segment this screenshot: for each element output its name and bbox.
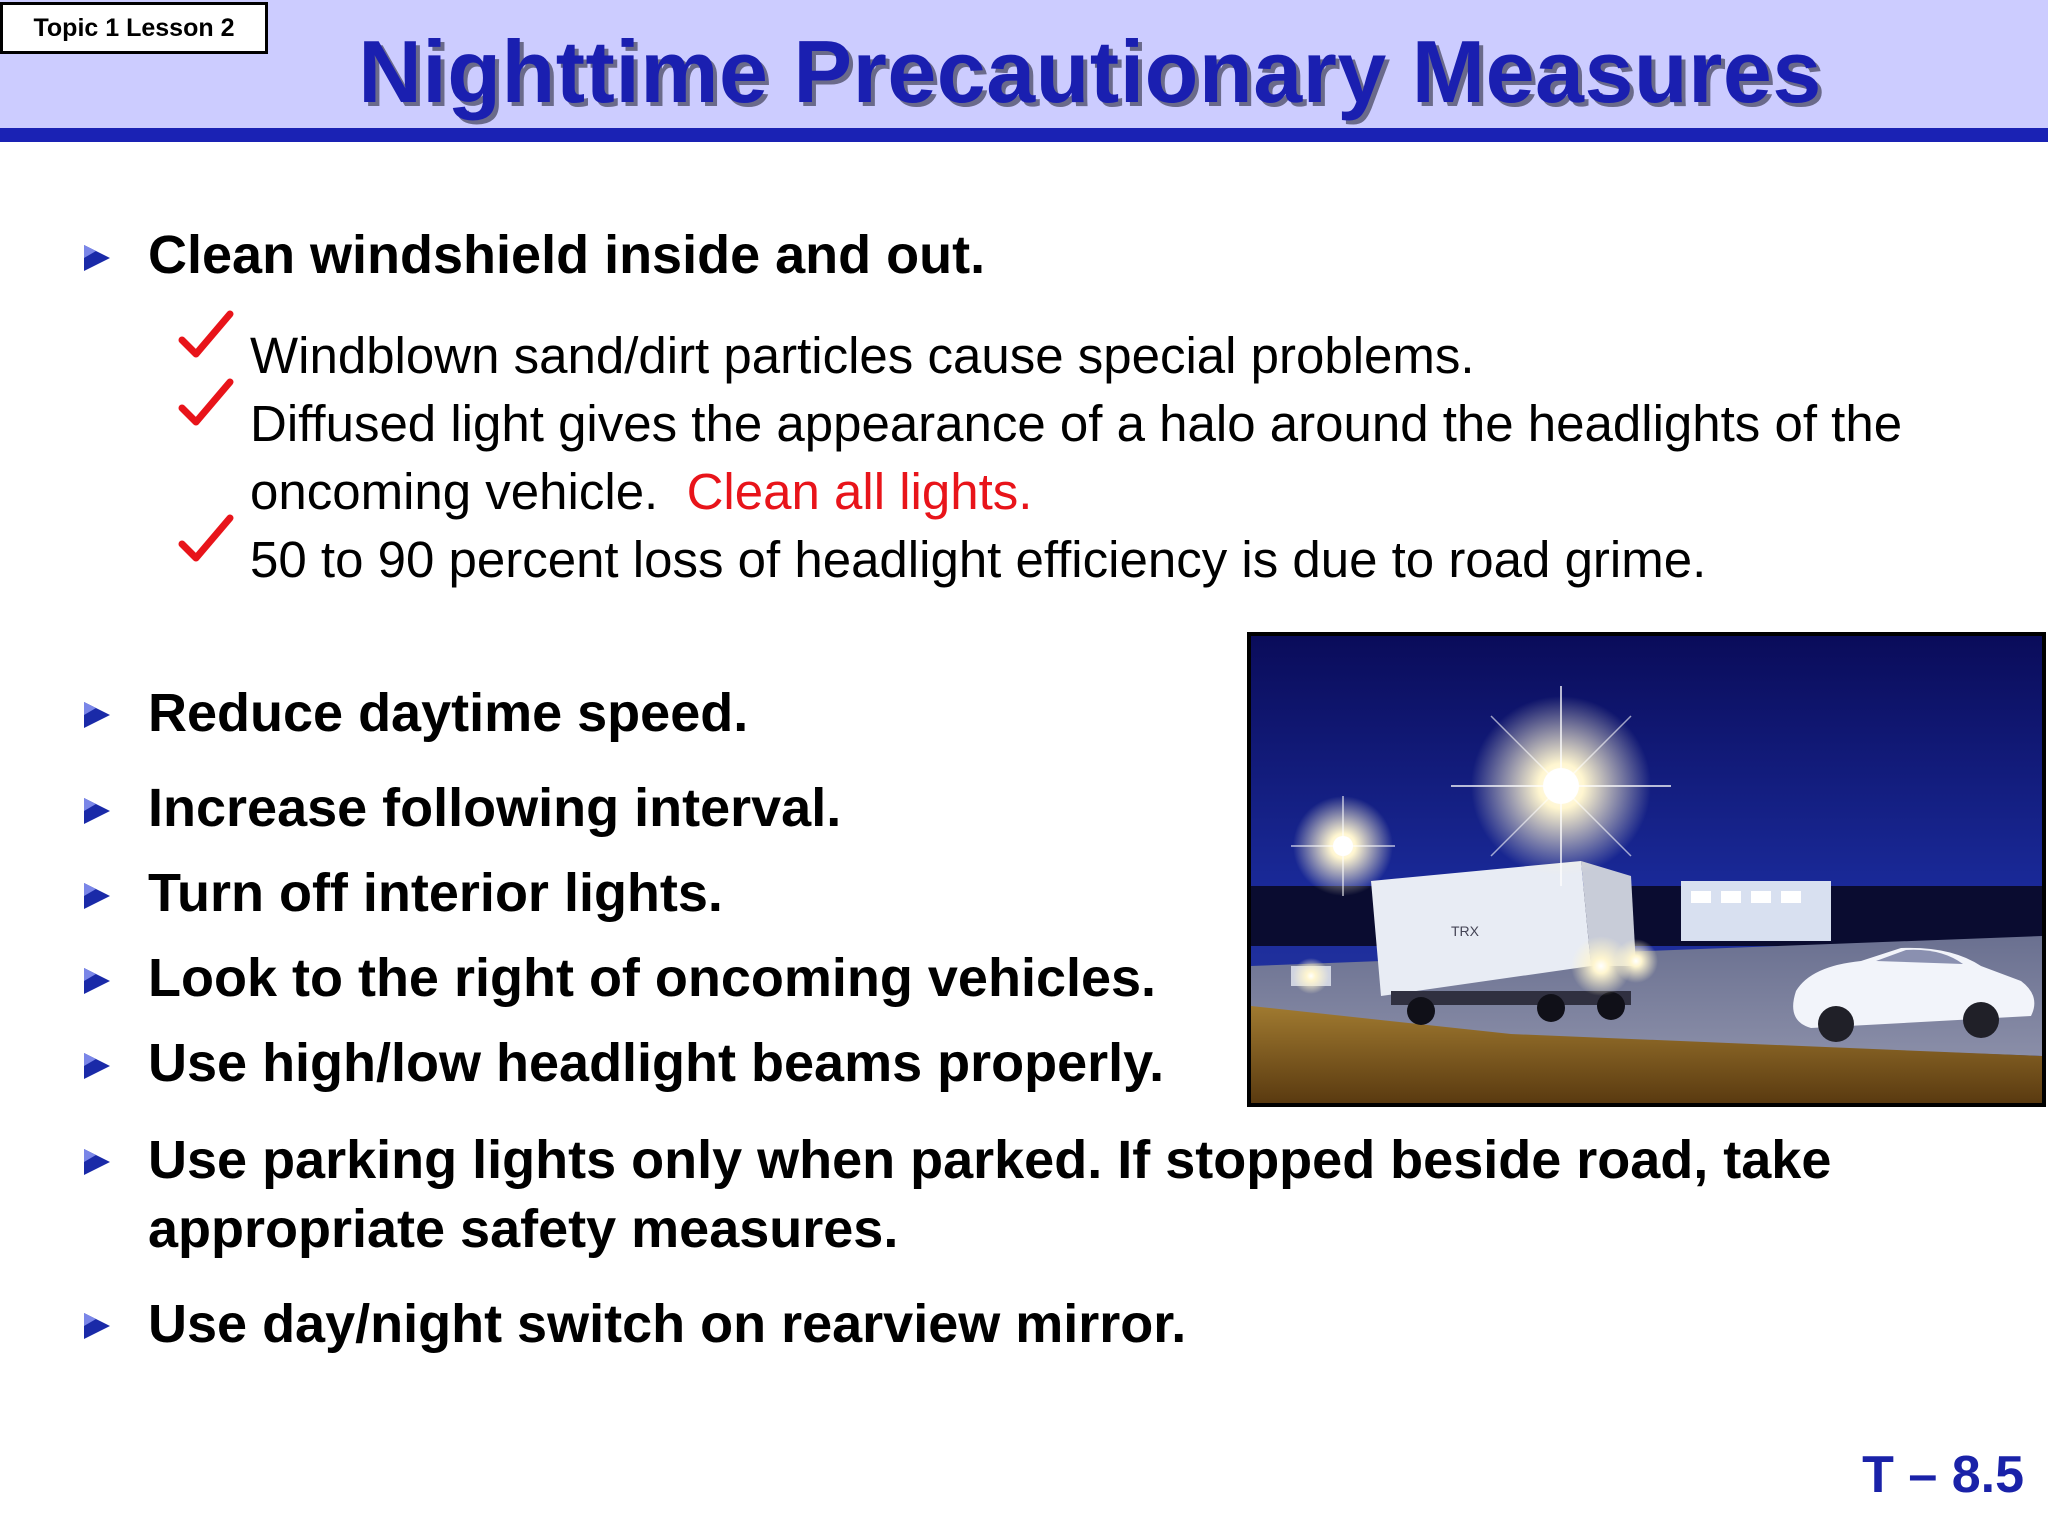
bullet-arrow-icon (82, 881, 112, 911)
bullet-item: Use parking lights only when parked. If stopped beside road, take appropriate safety measures. (148, 1130, 1832, 1259)
slide-number: T – 8.5 (1862, 1446, 2024, 1504)
night-road-illustration (1251, 636, 2042, 1103)
bullet-arrow-icon (82, 1311, 112, 1341)
checkmark-icon (178, 378, 234, 434)
subpoint-item: 50 to 90 percent loss of headlight efficiency is due to road grime. (250, 531, 1707, 588)
bullet-arrow-icon (82, 700, 112, 730)
header-rule (0, 128, 2048, 142)
bullet-arrow-icon (82, 1051, 112, 1081)
bullet-item: Increase following interval. (148, 778, 842, 838)
bullet-item: Clean windshield inside and out. (148, 225, 986, 285)
topic-label: Topic 1 Lesson 2 (0, 2, 268, 54)
night-traffic-photo (1247, 632, 2046, 1107)
subpoint-item: Windblown sand/dirt particles cause special problems. (250, 327, 1475, 384)
bullet-item: Use high/low headlight beams properly. (148, 1033, 1165, 1093)
checkmark-icon (178, 514, 234, 570)
bullet-arrow-icon (82, 796, 112, 826)
bullet-item: Turn off interior lights. (148, 863, 723, 923)
bullet-item: Use day/night switch on rearview mirror. (148, 1294, 1187, 1354)
bullet-item: Reduce daytime speed. (148, 683, 749, 743)
page-title: Nighttime Precautionary Measures (358, 22, 1822, 121)
bullet-arrow-icon (82, 966, 112, 996)
bullet-arrow-icon (82, 243, 112, 273)
subpoint-item (250, 390, 2030, 526)
checkmark-icon (178, 310, 234, 366)
bullet-arrow-icon (82, 1147, 112, 1177)
subpoint-highlight: Clean all lights. (686, 463, 1033, 520)
bullet-item: Look to the right of oncoming vehicles. (148, 948, 1157, 1008)
subpoint-text: Diffused light gives the appearance of a halo around the headlights of the oncoming vehicle. (250, 395, 1903, 520)
trailer-lettering: TRX (1451, 923, 1479, 939)
